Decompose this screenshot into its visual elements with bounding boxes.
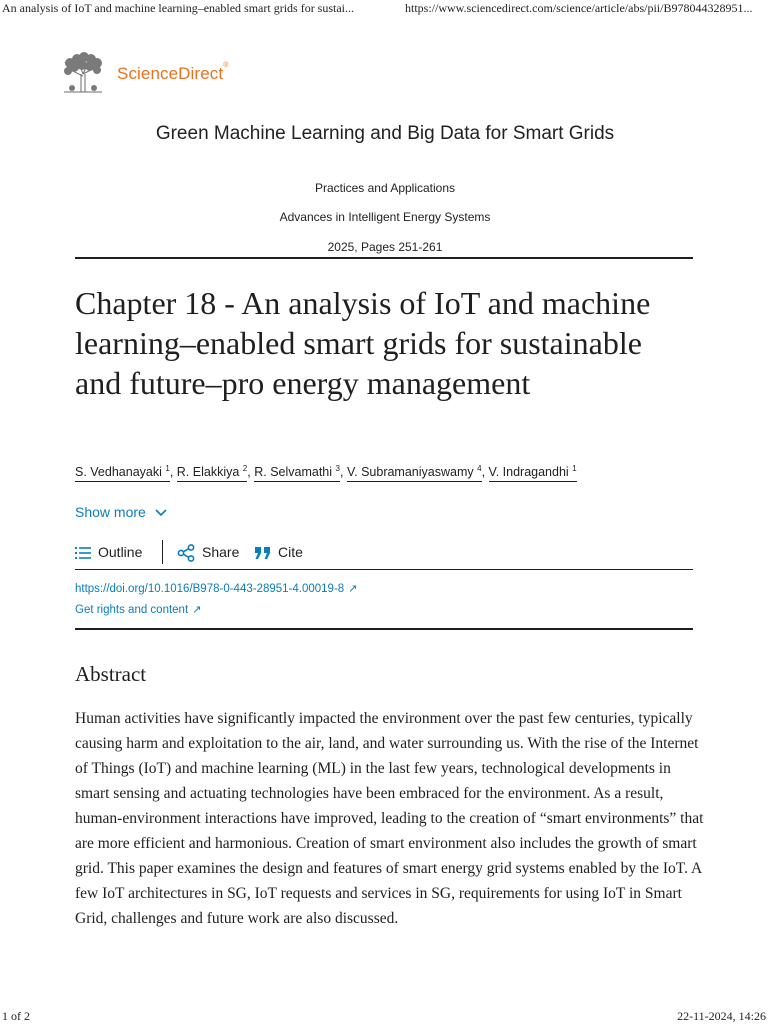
quote-icon [255,546,271,560]
print-header [0,0,768,16]
divider [75,257,693,259]
external-link-icon: ↗ [192,604,202,616]
share-icon [177,544,195,562]
outline-button[interactable] [75,539,142,565]
author-link[interactable]: R. Selvamathi $^3$ [254,465,340,482]
show-more-label: Show more [75,504,146,520]
book-pages: 2025, Pages 251-261 [327,240,443,254]
book-series[interactable]: Advances in Intelligent Energy Systems [279,210,491,224]
action-divider [162,540,163,564]
doi-link[interactable]: https://doi.org/10.1016/B978-0-443-28951-4.00019-8 ↗ [75,583,358,595]
rights-link[interactable]: Get rights and content ↗ [75,604,202,616]
print-page-title: An analysis of IoT and machine learning–enabled smart grids for sustai... [2,1,355,15]
brand-wordmark: ScienceDirect® [117,62,229,83]
divider [75,569,693,570]
cite-label: Cite [278,544,303,560]
divider [75,628,693,630]
show-more-button[interactable] [75,504,168,520]
book-subtitle: Practices and Applications [314,181,456,195]
share-label: Share [202,544,240,560]
external-link-icon: ↗ [348,583,358,595]
author-link[interactable]: V. Subramaniyaswamy $^4$ [347,465,482,482]
author-list: S. Vedhanayaki $^1$, R. Elakkiya $^2$, R. Selvamathi $^3$, V. Subramaniyaswamy $^4$, V. Indragandhi $^1$ [75,464,705,479]
author-link[interactable]: S. Vedhanayaki $^1$ [75,465,170,482]
chapter-title: Chapter 18 - An analysis of IoT and machine learning–enabled smart grids for sustainable and future–pro energy management [75,285,651,401]
print-footer [0,1008,768,1024]
abstract-text: Human activities have significantly impacted the environment over the past few centuries, typically causing harm and exploitation to the air, land, and water surrounding us. With the rise of the Internet of Things (IoT) and machine learning (ML) in the last few years, technological developments in smart sensing and actuating technologies have been embraced for the environment. As a result, human-environment interactions have improved, leading to the creation of “smart environments” that are more efficient and harmonious. Creation of smart environment also includes the growth of smart grid. This paper examines the design and features of smart energy grid systems enabled by the IoT. A few IoT architectures in SG, IoT requests and services in SG, requirements for using IoT in Smart Grid, challenges and future work are also discussed. [75,710,704,927]
cite-button[interactable] [255,539,303,565]
elsevier-tree-icon [60,52,106,96]
share-button[interactable] [177,539,239,565]
print-page-number: 1 of 2 [2,1009,30,1023]
book-title[interactable]: Green Machine Learning and Big Data for Smart Grids [155,123,615,144]
abstract-heading: Abstract [75,662,147,686]
sciencedirect-logo[interactable] [60,52,260,96]
author-link[interactable]: R. Elakkiya $^2$ [177,465,247,482]
author-link[interactable]: V. Indragandhi $^1$ [489,465,577,482]
outline-label: Outline [98,544,143,560]
list-icon [75,546,91,560]
chevron-down-icon [154,508,168,518]
print-url: https://www.sciencedirect.com/science/article/abs/pii/B978044328951... [405,1,753,15]
print-datetime: 22-11-2024, 14:26 [677,1009,766,1023]
